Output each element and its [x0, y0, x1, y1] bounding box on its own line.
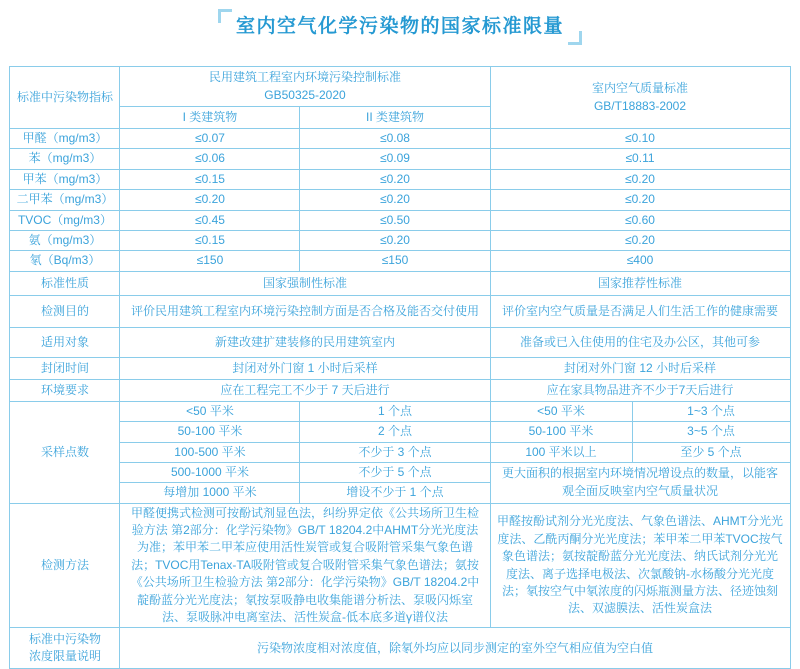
right-value-cell: 封闭对外门窗 12 小时后采样	[490, 357, 790, 379]
class1-value-cell: ≤0.15	[120, 169, 300, 189]
class1-value-cell: ≤0.45	[120, 210, 300, 230]
pollutant-row-benzene	[10, 149, 790, 169]
gbt-value-cell: ≤400	[490, 251, 790, 271]
row-limit-note	[10, 628, 790, 669]
sampling-points-cell: 至少 5 个点	[632, 442, 790, 462]
pollutant-name-cell: 甲醛（mg/m3）	[10, 129, 120, 149]
class2-value-cell: ≤0.20	[300, 169, 490, 189]
gbt18883-code: GB/T18883-2002	[593, 98, 687, 113]
method-right-cell: 甲醛按酚试剂分光光度法、气象色谱法、AHMT分光光度法、乙酰丙酮分光光度法；苯甲苯二甲苯TVOC按气象色谱法；氨按靛酚蓝分光光度法、纳氏试剂分光光度法、离子选择电极法、次氯酸钠-水杨酸分光光度法；氡按空气中氡浓度的闪烁瓶测量方法、径迹蚀刻法、双滤膜法、活性炭盒法	[490, 503, 790, 628]
header-gb50325-cell	[120, 67, 490, 107]
sampling-area-cell: <50 平米	[120, 401, 300, 421]
sampling-area-cell: 100 平米以上	[490, 442, 632, 462]
header-indicator-cell: 标准中污染物指标	[10, 67, 120, 129]
right-value-cell: 评价室内空气质量是否满足人们生活工作的健康需要	[490, 295, 790, 327]
note-label-cell	[10, 628, 120, 669]
pollutant-row-radon	[10, 251, 790, 271]
page-title-text: 室内空气化学污染物的国家标准限量	[235, 16, 564, 37]
row-label-cell: 封闭时间	[10, 357, 120, 379]
class2-value-cell: ≤0.09	[300, 149, 490, 169]
class1-value-cell: ≤0.07	[120, 129, 300, 149]
method-left-cell: 甲醛便携式检测可按酚试剂显色法，纠纷界定依《公共场所卫生检验方法 第2部分：化学污染物》GB/T 18204.2中AHMT分光光度法为准；苯甲苯二甲苯应使用活性炭管或复合吸附管采集气象色谱法；TVOC用Tenax-TA吸附管或复合吸附管采集气象色谱法；氨按《公共场所卫生检验方法 第2部分：化学污染物》GB/T 18204.2中靛酚蓝分光光度法；氡按泵吸静电收集能谱分析法、泵吸闪烁室法、泵吸脉冲电离室法、活性炭盒-低本底多道γ谱仪法	[120, 503, 490, 628]
pollutant-row-toluene	[10, 169, 790, 189]
note-value-cell: 污染物浓度相对浓度值，除氡外均应以同步测定的室外空气相应值为空白值	[120, 628, 790, 669]
pollutant-name-cell: TVOC（mg/m3）	[10, 210, 120, 230]
note-label-line2: 浓度限量说明	[28, 649, 101, 664]
pollutant-row-ammonia	[10, 230, 790, 250]
row-test-purpose	[10, 295, 790, 327]
sampling-label-cell: 采样点数	[10, 401, 120, 503]
class2-value-cell: ≤0.20	[300, 190, 490, 210]
sampling-row	[10, 422, 790, 442]
sampling-area-cell: 100-500 平米	[120, 442, 300, 462]
row-environment-requirement	[10, 379, 790, 401]
gb50325-title: 民用建筑工程室内环境污染控制标准	[208, 70, 401, 85]
sampling-note-cell: 更大面积的根据室内环境情况增设点的数量，以能客观全面反映室内空气质量状况	[490, 462, 790, 503]
row-applicable-object	[10, 327, 790, 357]
gbt-value-cell: ≤0.11	[490, 149, 790, 169]
gbt-value-cell: ≤0.20	[490, 169, 790, 189]
pollutant-name-cell: 氡（Bq/m3）	[10, 251, 120, 271]
header-class2-cell: II 类建筑物	[300, 107, 490, 129]
left-value-cell: 国家强制性标准	[120, 271, 490, 295]
row-label-cell: 检测目的	[10, 295, 120, 327]
page-header	[0, 0, 800, 66]
sampling-area-cell: <50 平米	[490, 401, 632, 421]
pollutant-name-cell: 甲苯（mg/m3）	[10, 169, 120, 189]
gbt18883-title: 室内空气质量标准	[592, 81, 689, 96]
row-label-cell: 环境要求	[10, 379, 120, 401]
sampling-points-cell: 不少于 3 个点	[300, 442, 490, 462]
sampling-points-cell: 增设不少于 1 个点	[300, 483, 490, 503]
pollutant-name-cell: 二甲苯（mg/m3）	[10, 190, 120, 210]
right-value-cell: 准备或已入住使用的住宅及办公区，其他可参	[490, 327, 790, 357]
right-value-cell: 国家推荐性标准	[490, 271, 790, 295]
left-value-cell: 新建改建扩建装修的民用建筑室内	[120, 327, 490, 357]
class1-value-cell: ≤150	[120, 251, 300, 271]
gbt-value-cell: ≤0.10	[490, 129, 790, 149]
standards-comparison-table	[9, 66, 790, 669]
row-test-method	[10, 503, 790, 628]
header-row-1	[10, 67, 790, 107]
sampling-points-cell: 1 个点	[300, 401, 490, 421]
pollutant-row-tvoc	[10, 210, 790, 230]
sampling-area-cell: 每增加 1000 平米	[120, 483, 300, 503]
class2-value-cell: ≤0.20	[300, 230, 490, 250]
sampling-points-cell: 1~3 个点	[632, 401, 790, 421]
method-label-cell: 检测方法	[10, 503, 120, 628]
class2-value-cell: ≤0.50	[300, 210, 490, 230]
left-value-cell: 应在工程完工不少于 7 天后进行	[120, 379, 490, 401]
sampling-row	[10, 442, 790, 462]
row-label-cell: 适用对象	[10, 327, 120, 357]
sampling-row	[10, 462, 790, 482]
row-label-cell: 标准性质	[10, 271, 120, 295]
sampling-points-cell: 3~5 个点	[632, 422, 790, 442]
gb50325-code: GB50325-2020	[264, 87, 346, 102]
row-closure-time	[10, 357, 790, 379]
note-label-line1: 标准中污染物	[28, 632, 101, 647]
left-value-cell: 评价民用建筑工程室内环境污染控制方面是否合格及能否交付使用	[120, 295, 490, 327]
corner-bracket-bottom-right-icon	[568, 31, 582, 45]
sampling-area-cell: 50-100 平米	[490, 422, 632, 442]
pollutant-name-cell: 苯（mg/m3）	[10, 149, 120, 169]
gbt-value-cell: ≤0.20	[490, 230, 790, 250]
corner-bracket-top-left-icon	[218, 9, 232, 23]
sampling-area-cell: 500-1000 平米	[120, 462, 300, 482]
class2-value-cell: ≤150	[300, 251, 490, 271]
header-class1-cell: I 类建筑物	[120, 107, 300, 129]
pollutant-row-formaldehyde	[10, 129, 790, 149]
sampling-points-cell: 不少于 5 个点	[300, 462, 490, 482]
page-title	[218, 14, 582, 40]
pollutant-row-xylene	[10, 190, 790, 210]
row-standard-nature	[10, 271, 790, 295]
class1-value-cell: ≤0.15	[120, 230, 300, 250]
sampling-row	[10, 401, 790, 421]
left-value-cell: 封闭对外门窗 1 小时后采样	[120, 357, 490, 379]
gbt-value-cell: ≤0.20	[490, 190, 790, 210]
sampling-points-cell: 2 个点	[300, 422, 490, 442]
class2-value-cell: ≤0.08	[300, 129, 490, 149]
right-value-cell: 应在家具物品进齐不少于7天后进行	[490, 379, 790, 401]
sampling-area-cell: 50-100 平米	[120, 422, 300, 442]
gbt-value-cell: ≤0.60	[490, 210, 790, 230]
class1-value-cell: ≤0.06	[120, 149, 300, 169]
pollutant-name-cell: 氨（mg/m3）	[10, 230, 120, 250]
class1-value-cell: ≤0.20	[120, 190, 300, 210]
header-gbt18883-cell	[490, 67, 790, 129]
